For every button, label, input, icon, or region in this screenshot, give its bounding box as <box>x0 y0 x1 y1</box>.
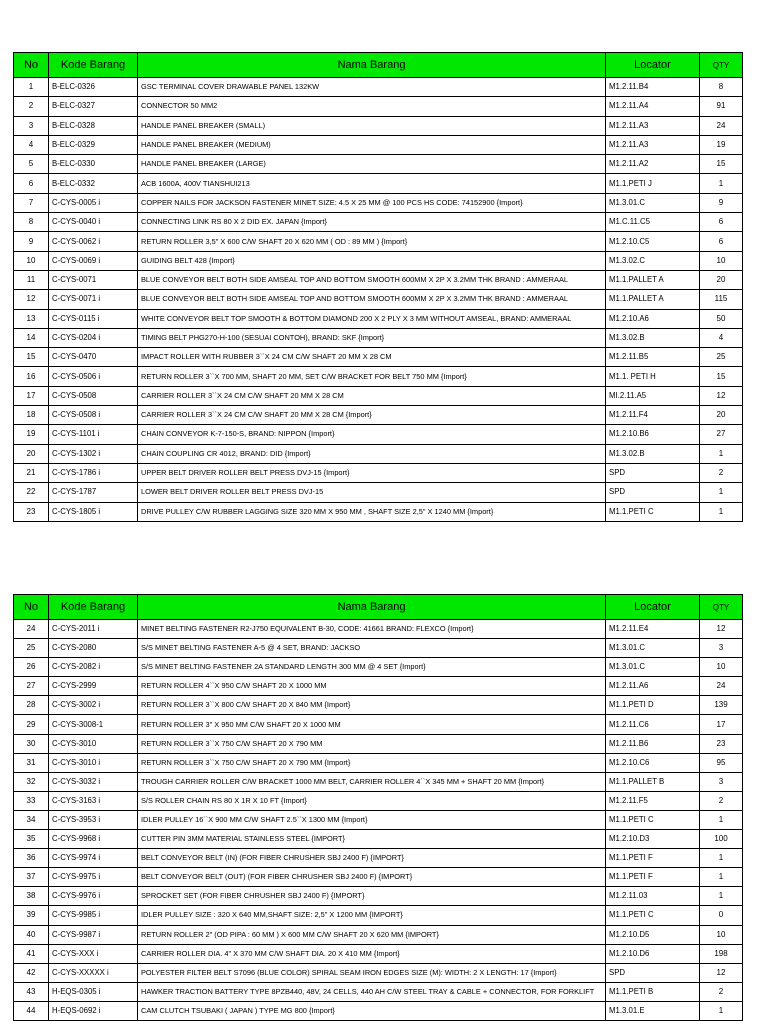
cell-nama-barang: IDLER PULLEY SIZE : 320 X 640 MM,SHAFT SIZE: 2,5" X 1200 MM {IMPORT} <box>138 906 606 925</box>
header-locator: Locator <box>606 595 700 620</box>
cell-locator: M1.2.11.C6 <box>606 715 700 734</box>
table-header-row <box>14 53 743 78</box>
cell-nama-barang: S/S ROLLER CHAIN RS 80 X 1R X 10 FT {Import} <box>138 791 606 810</box>
table-body <box>14 78 743 522</box>
cell-locator: M1.2.11.B5 <box>606 348 700 367</box>
cell-qty: 12 <box>700 620 743 639</box>
cell-no: 5 <box>14 155 49 174</box>
cell-nama-barang: RETURN ROLLER 3``X 700 MM, SHAFT 20 MM, SET C/W BRACKET FOR BELT 750 MM {Import} <box>138 367 606 386</box>
cell-qty: 10 <box>700 925 743 944</box>
cell-qty: 1 <box>700 887 743 906</box>
inventory-table-1 <box>13 52 743 522</box>
cell-kode-barang: C-CYS-3002 i <box>49 696 138 715</box>
cell-qty: 50 <box>700 309 743 328</box>
cell-locator: M1.1.PETI C <box>606 810 700 829</box>
cell-kode-barang: C-CYS-9975 i <box>49 868 138 887</box>
cell-no: 40 <box>14 925 49 944</box>
table-row <box>14 328 743 347</box>
cell-locator: M1.3.02.B <box>606 444 700 463</box>
cell-kode-barang: B-ELC-0329 <box>49 135 138 154</box>
cell-nama-barang: CARRIER ROLLER 3``X 24 CM C/W SHAFT 20 MM X 28 CM <box>138 386 606 405</box>
cell-qty: 100 <box>700 830 743 849</box>
cell-locator: M1.C.11.C5 <box>606 213 700 232</box>
cell-locator: M1.3.01.C <box>606 639 700 658</box>
cell-kode-barang: B-ELC-0332 <box>49 174 138 193</box>
cell-nama-barang: HANDLE PANEL BREAKER (SMALL) <box>138 116 606 135</box>
cell-no: 29 <box>14 715 49 734</box>
cell-qty: 15 <box>700 155 743 174</box>
table-row <box>14 213 743 232</box>
cell-qty: 17 <box>700 715 743 734</box>
cell-nama-barang: RETURN ROLLER 3``X 800 C/W SHAFT 20 X 840 MM {Import} <box>138 696 606 715</box>
cell-kode-barang: C-CYS-2011 i <box>49 620 138 639</box>
header-no: No <box>14 53 49 78</box>
table-row <box>14 348 743 367</box>
cell-nama-barang: CUTTER PIN 3MM MATERIAL STAINLESS STEEL {IMPORT} <box>138 830 606 849</box>
table-row <box>14 906 743 925</box>
cell-locator: M1.2.10.D6 <box>606 944 700 963</box>
cell-qty: 1 <box>700 849 743 868</box>
cell-kode-barang: C-CYS-3953 i <box>49 810 138 829</box>
cell-qty: 1 <box>700 174 743 193</box>
table-row <box>14 135 743 154</box>
cell-kode-barang: C-CYS-2080 <box>49 639 138 658</box>
cell-qty: 2 <box>700 982 743 1001</box>
cell-kode-barang: B-ELC-0330 <box>49 155 138 174</box>
cell-nama-barang: HAWKER TRACTION BATTERY TYPE 8PZB440, 48V, 24 CELLS, 440 AH C/W STEEL TRAY & CABLE + CONNECTOR, FOR FORKLIFT <box>138 982 606 1001</box>
cell-no: 31 <box>14 753 49 772</box>
cell-no: 44 <box>14 1001 49 1020</box>
cell-qty: 1 <box>700 502 743 521</box>
cell-nama-barang: RETURN ROLLER 3``X 750 C/W SHAFT 20 X 790 MM <box>138 734 606 753</box>
cell-locator: M1.1.PALLET B <box>606 772 700 791</box>
cell-locator: M1.2.11.F4 <box>606 406 700 425</box>
cell-no: 13 <box>14 309 49 328</box>
cell-qty: 12 <box>700 963 743 982</box>
cell-no: 2 <box>14 97 49 116</box>
cell-nama-barang: CHAIN CONVEYOR K-7-150-S, BRAND: NIPPON {Import} <box>138 425 606 444</box>
cell-kode-barang: C-CYS-XXX i <box>49 944 138 963</box>
cell-locator: M1.1.PALLET A <box>606 290 700 309</box>
cell-no: 11 <box>14 270 49 289</box>
table-row <box>14 406 743 425</box>
table-row <box>14 925 743 944</box>
cell-qty: 6 <box>700 232 743 251</box>
cell-nama-barang: DRIVE PULLEY C/W RUBBER LAGGING SIZE 320 MM X 950 MM , SHAFT SIZE 2,5" X 1240 MM {Import} <box>138 502 606 521</box>
header-kode-barang: Kode Barang <box>49 595 138 620</box>
table-row <box>14 658 743 677</box>
cell-qty: 3 <box>700 772 743 791</box>
table-row <box>14 483 743 502</box>
cell-locator: SPD <box>606 463 700 482</box>
cell-nama-barang: GUIDING BELT 428 {Import} <box>138 251 606 270</box>
cell-locator: M1.2.11.A4 <box>606 97 700 116</box>
cell-no: 24 <box>14 620 49 639</box>
cell-locator: M1.2.11.03 <box>606 887 700 906</box>
cell-qty: 115 <box>700 290 743 309</box>
cell-nama-barang: ACB 1600A, 400V TIANSHUI213 <box>138 174 606 193</box>
cell-kode-barang: C-CYS-0115 i <box>49 309 138 328</box>
cell-no: 42 <box>14 963 49 982</box>
header-qty: QTY <box>700 595 743 620</box>
cell-no: 8 <box>14 213 49 232</box>
cell-locator: M1.1.PETI J <box>606 174 700 193</box>
cell-kode-barang: C-CYS-9987 i <box>49 925 138 944</box>
cell-qty: 1 <box>700 868 743 887</box>
cell-qty: 139 <box>700 696 743 715</box>
table-row <box>14 734 743 753</box>
table-row <box>14 753 743 772</box>
table-header-row <box>14 595 743 620</box>
cell-qty: 24 <box>700 116 743 135</box>
cell-no: 18 <box>14 406 49 425</box>
cell-qty: 1 <box>700 1001 743 1020</box>
cell-no: 22 <box>14 483 49 502</box>
cell-qty: 3 <box>700 639 743 658</box>
cell-kode-barang: C-CYS-0470 <box>49 348 138 367</box>
table-row <box>14 887 743 906</box>
cell-no: 23 <box>14 502 49 521</box>
cell-qty: 198 <box>700 944 743 963</box>
cell-no: 12 <box>14 290 49 309</box>
cell-no: 19 <box>14 425 49 444</box>
cell-locator: M1.2.11.B4 <box>606 78 700 97</box>
cell-locator: M1.2.10.B6 <box>606 425 700 444</box>
cell-locator: M1.3.01.E <box>606 1001 700 1020</box>
table-row <box>14 270 743 289</box>
inventory-table-2 <box>13 594 743 1021</box>
table-row <box>14 155 743 174</box>
cell-kode-barang: B-ELC-0328 <box>49 116 138 135</box>
cell-kode-barang: C-CYS-2999 <box>49 677 138 696</box>
cell-kode-barang: C-CYS-0204 i <box>49 328 138 347</box>
cell-nama-barang: S/S MINET BELTING FASTENER 2A STANDARD LENGTH 300 MM @ 4 SET {Import} <box>138 658 606 677</box>
cell-kode-barang: C-CYS-3032 i <box>49 772 138 791</box>
header-nama-barang: Nama Barang <box>138 53 606 78</box>
table-row <box>14 193 743 212</box>
table-row <box>14 677 743 696</box>
cell-locator: M1.1. PETI H <box>606 367 700 386</box>
cell-kode-barang: C-CYS-1302 i <box>49 444 138 463</box>
cell-qty: 19 <box>700 135 743 154</box>
cell-nama-barang: RETURN ROLLER 3" X 950 MM C/W SHAFT 20 X 1000 MM <box>138 715 606 734</box>
table-row <box>14 97 743 116</box>
table-row <box>14 1001 743 1020</box>
cell-no: 38 <box>14 887 49 906</box>
cell-no: 16 <box>14 367 49 386</box>
cell-nama-barang: BELT CONVEYOR BELT (IN) (FOR FIBER CHRUSHER SBJ 2400 F) {IMPORT} <box>138 849 606 868</box>
cell-qty: 10 <box>700 658 743 677</box>
cell-qty: 6 <box>700 213 743 232</box>
cell-kode-barang: C-CYS-3010 <box>49 734 138 753</box>
table-row <box>14 772 743 791</box>
cell-kode-barang: C-CYS-1787 <box>49 483 138 502</box>
cell-kode-barang: C-CYS-3008-1 <box>49 715 138 734</box>
cell-nama-barang: RETURN ROLLER 3,5" X 600 C/W SHAFT 20 X 620 MM ( OD : 89 MM ) {Import} <box>138 232 606 251</box>
table-row <box>14 309 743 328</box>
table-row <box>14 174 743 193</box>
cell-locator: SPD <box>606 483 700 502</box>
cell-no: 27 <box>14 677 49 696</box>
cell-qty: 95 <box>700 753 743 772</box>
cell-nama-barang: CARRIER ROLLER 3``X 24 CM C/W SHAFT 20 MM X 28 CM {Import} <box>138 406 606 425</box>
table-row <box>14 116 743 135</box>
cell-kode-barang: C-CYS-0071 <box>49 270 138 289</box>
cell-locator: M1.2.10.A6 <box>606 309 700 328</box>
cell-nama-barang: SPROCKET SET (FOR FIBER CHRUSHER SBJ 2400 F) {IMPORT} <box>138 887 606 906</box>
cell-qty: 1 <box>700 483 743 502</box>
header-qty: QTY <box>700 53 743 78</box>
cell-locator: M1.3.01.C <box>606 193 700 212</box>
table-row <box>14 849 743 868</box>
cell-kode-barang: C-CYS-9976 i <box>49 887 138 906</box>
cell-nama-barang: IMPACT ROLLER WITH RUBBER 3``X 24 CM C/W SHAFT 20 MM X 28 CM <box>138 348 606 367</box>
cell-locator: M1.2.11.A3 <box>606 116 700 135</box>
cell-kode-barang: C-CYS-0040 i <box>49 213 138 232</box>
cell-qty: 12 <box>700 386 743 405</box>
cell-kode-barang: C-CYS-9974 i <box>49 849 138 868</box>
cell-kode-barang: C-CYS-3010 i <box>49 753 138 772</box>
cell-qty: 20 <box>700 406 743 425</box>
cell-nama-barang: MINET BELTING FASTENER R2-J750 EQUIVALENT B-30, CODE: 41661 BRAND: FLEXCO {Import} <box>138 620 606 639</box>
table-row <box>14 944 743 963</box>
cell-no: 9 <box>14 232 49 251</box>
cell-locator: MI.2.11.A5 <box>606 386 700 405</box>
table-body <box>14 620 743 1021</box>
table-row <box>14 502 743 521</box>
cell-locator: M1.2.11.A3 <box>606 135 700 154</box>
cell-locator: M1.1.PETI C <box>606 906 700 925</box>
cell-qty: 2 <box>700 791 743 810</box>
table-row <box>14 251 743 270</box>
cell-nama-barang: WHITE CONVEYOR BELT TOP SMOOTH & BOTTOM DIAMOND 200 X 2 PLY X 3 MM WITHOUT AMSEAL, BRAND: AMMERAAL <box>138 309 606 328</box>
cell-kode-barang: H-EQS-0692 i <box>49 1001 138 1020</box>
cell-kode-barang: H-EQS-0305 i <box>49 982 138 1001</box>
cell-nama-barang: GSC TERMINAL COVER DRAWABLE PANEL 132KW <box>138 78 606 97</box>
cell-locator: M1.1.PETI F <box>606 849 700 868</box>
table-row <box>14 290 743 309</box>
table-row <box>14 696 743 715</box>
cell-no: 1 <box>14 78 49 97</box>
cell-nama-barang: CONNECTOR 50 MM2 <box>138 97 606 116</box>
table-row <box>14 982 743 1001</box>
cell-kode-barang: B-ELC-0327 <box>49 97 138 116</box>
table-row <box>14 367 743 386</box>
cell-kode-barang: C-CYS-0005 i <box>49 193 138 212</box>
cell-locator: M1.2.11.A6 <box>606 677 700 696</box>
cell-nama-barang: BLUE CONVEYOR BELT BOTH SIDE AMSEAL TOP AND BOTTOM SMOOTH 600MM X 2P X 3.2MM THK BRAND : AMMERAAL <box>138 270 606 289</box>
cell-qty: 20 <box>700 270 743 289</box>
cell-kode-barang: C-CYS-0071 i <box>49 290 138 309</box>
cell-no: 7 <box>14 193 49 212</box>
cell-no: 4 <box>14 135 49 154</box>
cell-locator: M1.2.10.D5 <box>606 925 700 944</box>
cell-no: 43 <box>14 982 49 1001</box>
table-row <box>14 963 743 982</box>
cell-nama-barang: CHAIN COUPLING CR 4012, BRAND: DID {Import} <box>138 444 606 463</box>
cell-locator: M1.2.10.C6 <box>606 753 700 772</box>
cell-locator: M1.2.10.C5 <box>606 232 700 251</box>
cell-locator: M1.2.11.A2 <box>606 155 700 174</box>
cell-qty: 10 <box>700 251 743 270</box>
table-row <box>14 868 743 887</box>
table-row <box>14 830 743 849</box>
cell-no: 35 <box>14 830 49 849</box>
cell-qty: 1 <box>700 444 743 463</box>
cell-kode-barang: C-CYS-9968 i <box>49 830 138 849</box>
cell-locator: M1.2.10.D3 <box>606 830 700 849</box>
cell-kode-barang: C-CYS-1805 i <box>49 502 138 521</box>
cell-locator: SPD <box>606 963 700 982</box>
cell-no: 14 <box>14 328 49 347</box>
cell-kode-barang: C-CYS-0506 i <box>49 367 138 386</box>
cell-qty: 4 <box>700 328 743 347</box>
table-row <box>14 232 743 251</box>
cell-qty: 91 <box>700 97 743 116</box>
cell-locator: M1.1.PALLET A <box>606 270 700 289</box>
cell-nama-barang: COPPER NAILS FOR JACKSON FASTENER MINET SIZE: 4.5 X 25 MM @ 100 PCS HS CODE: 74152900 {Import} <box>138 193 606 212</box>
cell-nama-barang: RETURN ROLLER 3``X 750 C/W SHAFT 20 X 790 MM {Import} <box>138 753 606 772</box>
cell-qty: 27 <box>700 425 743 444</box>
cell-no: 30 <box>14 734 49 753</box>
cell-qty: 25 <box>700 348 743 367</box>
cell-qty: 8 <box>700 78 743 97</box>
cell-qty: 2 <box>700 463 743 482</box>
cell-no: 10 <box>14 251 49 270</box>
cell-nama-barang: CAM CLUTCH TSUBAKI ( JAPAN ) TYPE MG 800 {Import} <box>138 1001 606 1020</box>
cell-qty: 15 <box>700 367 743 386</box>
cell-no: 34 <box>14 810 49 829</box>
cell-locator: M1.1.PETI B <box>606 982 700 1001</box>
header-no: No <box>14 595 49 620</box>
cell-locator: M1.1.PETI F <box>606 868 700 887</box>
cell-no: 25 <box>14 639 49 658</box>
table-row <box>14 715 743 734</box>
header-locator: Locator <box>606 53 700 78</box>
cell-nama-barang: HANDLE PANEL BREAKER (LARGE) <box>138 155 606 174</box>
cell-nama-barang: CARRIER ROLLER DIA. 4" X 370 MM C/W SHAFT DIA. 20 X 410 MM {Import} <box>138 944 606 963</box>
table-row <box>14 620 743 639</box>
cell-locator: M1.2.11.F5 <box>606 791 700 810</box>
cell-no: 28 <box>14 696 49 715</box>
cell-qty: 9 <box>700 193 743 212</box>
cell-no: 6 <box>14 174 49 193</box>
table-row <box>14 810 743 829</box>
cell-kode-barang: C-CYS-0062 i <box>49 232 138 251</box>
cell-kode-barang: C-CYS-1786 i <box>49 463 138 482</box>
table-row <box>14 444 743 463</box>
table-row <box>14 78 743 97</box>
cell-nama-barang: RETURN ROLLER 2" (OD PIPA : 60 MM ) X 600 MM C/W SHAFT 20 X 620 MM {IMPORT} <box>138 925 606 944</box>
cell-nama-barang: BLUE CONVEYOR BELT BOTH SIDE AMSEAL TOP AND BOTTOM SMOOTH 600MM X 2P X 3.2MM THK BRAND : AMMERAAL <box>138 290 606 309</box>
cell-locator: M1.3.02.B <box>606 328 700 347</box>
cell-qty: 0 <box>700 906 743 925</box>
cell-locator: M1.3.02.C <box>606 251 700 270</box>
cell-kode-barang: B-ELC-0326 <box>49 78 138 97</box>
header-kode-barang: Kode Barang <box>49 53 138 78</box>
cell-no: 39 <box>14 906 49 925</box>
cell-nama-barang: UPPER BELT DRIVER ROLLER BELT PRESS DVJ-15 {Import} <box>138 463 606 482</box>
cell-no: 41 <box>14 944 49 963</box>
cell-locator: M1.1.PETI D <box>606 696 700 715</box>
cell-nama-barang: HANDLE PANEL BREAKER (MEDIUM) <box>138 135 606 154</box>
cell-locator: M1.1.PETI C <box>606 502 700 521</box>
cell-no: 21 <box>14 463 49 482</box>
cell-no: 36 <box>14 849 49 868</box>
cell-no: 26 <box>14 658 49 677</box>
cell-kode-barang: C-CYS-1101 i <box>49 425 138 444</box>
table-row <box>14 463 743 482</box>
cell-no: 15 <box>14 348 49 367</box>
cell-qty: 1 <box>700 810 743 829</box>
cell-nama-barang: S/S MINET BELTING FASTENER A-5 @ 4 SET, BRAND: JACKSO <box>138 639 606 658</box>
cell-no: 37 <box>14 868 49 887</box>
cell-kode-barang: C-CYS-0508 i <box>49 406 138 425</box>
cell-nama-barang: TIMING BELT PHG270-H-100 (SESUAI CONTOH), BRAND: SKF {Import} <box>138 328 606 347</box>
cell-no: 17 <box>14 386 49 405</box>
cell-locator: M1.2.11.E4 <box>606 620 700 639</box>
table-row <box>14 639 743 658</box>
cell-nama-barang: POLYESTER FILTER BELT S7096 (BLUE COLOR) SPIRAL SEAM IRON EDGES SIZE (M): WIDTH: 2 X LENGTH: 17 {Import} <box>138 963 606 982</box>
table-row <box>14 386 743 405</box>
table-row <box>14 425 743 444</box>
cell-nama-barang: TROUGH CARRIER ROLLER C/W BRACKET 1000 MM BELT, CARRIER ROLLER 4``X 345 MM + SHAFT 20 MM {Import} <box>138 772 606 791</box>
cell-kode-barang: C-CYS-XXXXX i <box>49 963 138 982</box>
cell-nama-barang: IDLER PULLEY 16``X 900 MM C/W SHAFT 2.5``X 1300 MM {Import} <box>138 810 606 829</box>
cell-locator: M1.2.11.B6 <box>606 734 700 753</box>
cell-kode-barang: C-CYS-0069 i <box>49 251 138 270</box>
cell-no: 32 <box>14 772 49 791</box>
cell-qty: 23 <box>700 734 743 753</box>
cell-no: 33 <box>14 791 49 810</box>
cell-locator: M1.3.01.C <box>606 658 700 677</box>
cell-no: 3 <box>14 116 49 135</box>
cell-kode-barang: C-CYS-3163 i <box>49 791 138 810</box>
cell-no: 20 <box>14 444 49 463</box>
cell-kode-barang: C-CYS-9985 i <box>49 906 138 925</box>
cell-nama-barang: RETURN ROLLER 4``X 950 C/W SHAFT 20 X 1000 MM <box>138 677 606 696</box>
cell-nama-barang: CONNECTING LINK RS 80 X 2 DID EX. JAPAN {Import} <box>138 213 606 232</box>
table-row <box>14 791 743 810</box>
cell-nama-barang: BELT CONVEYOR BELT (OUT) (FOR FIBER CHRUSHER SBJ 2400 F) {IMPORT} <box>138 868 606 887</box>
header-nama-barang: Nama Barang <box>138 595 606 620</box>
cell-nama-barang: LOWER BELT DRIVER ROLLER BELT PRESS DVJ-15 <box>138 483 606 502</box>
cell-kode-barang: C-CYS-2082 i <box>49 658 138 677</box>
cell-kode-barang: C-CYS-0508 <box>49 386 138 405</box>
cell-qty: 24 <box>700 677 743 696</box>
